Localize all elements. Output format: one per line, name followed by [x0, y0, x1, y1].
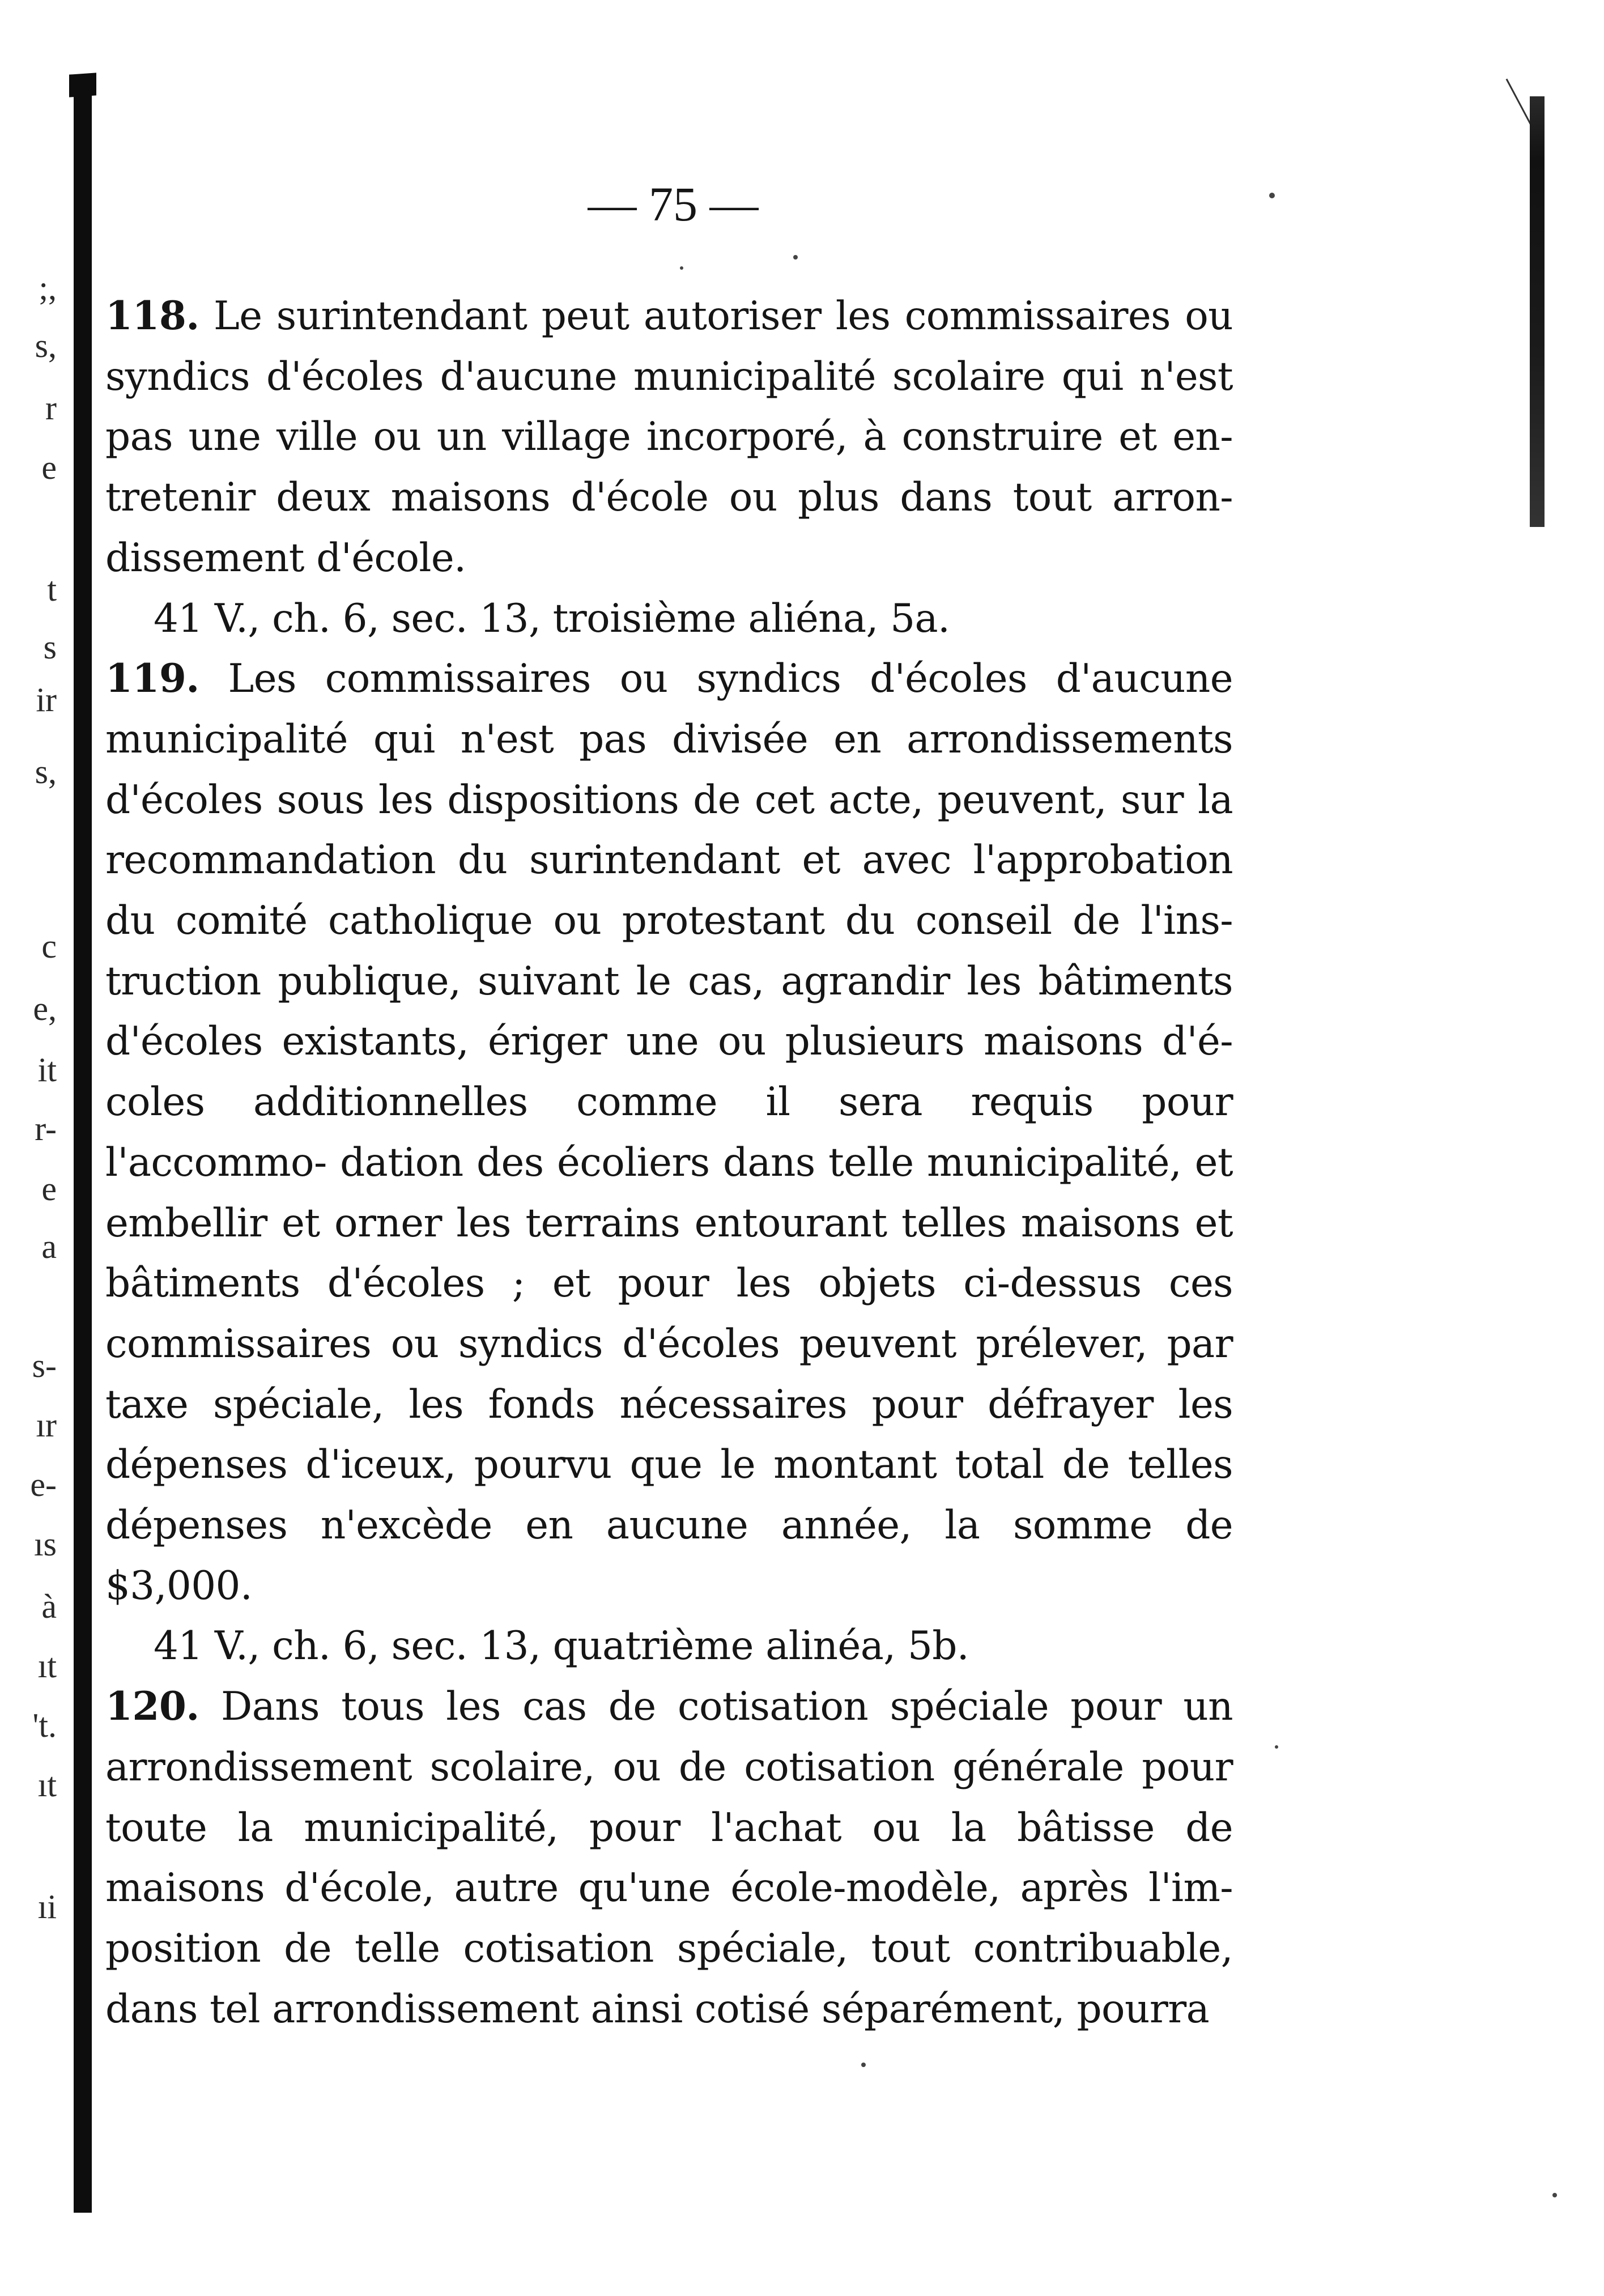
margin-fragment: e-	[30, 1466, 57, 1503]
statute-reference: 41 V., ch. 6, sec. 13, troisième aliéna, 5a.	[154, 596, 950, 641]
margin-fragment: s,	[35, 753, 57, 790]
text-line: d'écoles ; et pour les objets ci-dessus ces commissaires	[105, 1261, 1233, 1367]
text-line: municipalité qui n'est pas divisée en arrondissements	[105, 716, 1233, 762]
margin-fragment: s,	[35, 327, 57, 364]
scan-speck	[861, 2063, 866, 2067]
statute-reference: 41 V., ch. 6, sec. 13, quatrième alinéa, 5b.	[154, 1623, 969, 1669]
text-line: ou syndics d'écoles d'aucune municipalité scolaire qui n'est	[105, 294, 1233, 399]
margin-fragment: it	[37, 1051, 57, 1089]
binding-shadow	[74, 82, 92, 2213]
article-number: 119.	[105, 656, 199, 702]
scan-speck	[793, 255, 798, 260]
margin-fragment: 't.	[32, 1707, 57, 1744]
margin-fragment: e	[41, 1170, 57, 1207]
margin-fragment: e	[41, 449, 57, 486]
text-line: tretenir deux maisons d'école ou plus dans tout arron-	[105, 475, 1233, 521]
facing-page-edge	[1530, 96, 1545, 527]
scan-speck	[1552, 2193, 1557, 2197]
margin-fragment: ıi	[37, 1888, 57, 1925]
text-line: coles additionnelles comme il sera requis pour l'accommo-	[105, 1079, 1233, 1185]
text-line: ou syndics d'écoles peuvent prélever, par taxe spéciale,	[105, 1321, 1233, 1427]
text-line: Dans tous les cas de cotisation spéciale pour un	[220, 1684, 1233, 1730]
text-line: orner les terrains entourant telles maisons et bâtiments	[105, 1200, 1233, 1307]
text-line: d'écoles sous les dispositions de cet acte, peuvent, sur la	[105, 777, 1233, 823]
margin-fragment: t	[47, 571, 57, 608]
article-number: 118.	[105, 293, 199, 339]
text-line: d'écoles existants, ériger une ou plusieurs maisons d'é-	[105, 1019, 1233, 1065]
text-line: truction publique, suivant le cas, agrandir les bâtiments	[105, 958, 1233, 1004]
text-line: dation des écoliers dans telle municipalité, et embellir et	[105, 1140, 1233, 1246]
text-line: position de telle cotisation spéciale, tout contribuable,	[105, 1925, 1233, 1971]
text-line: dans tel arrondissement ainsi cotisé séparément, pourra	[105, 1986, 1210, 2032]
margin-fragment: ıt	[37, 1766, 57, 1804]
margin-fragment: e,	[33, 990, 57, 1027]
margin-fragment: s-	[32, 1347, 57, 1384]
text-line: pourvu que le montant total de telles dépenses n'excède	[105, 1442, 1233, 1549]
margin-fragment: à	[41, 1588, 57, 1625]
article-120	[105, 1677, 1233, 2039]
margin-fragment: ıs	[33, 1525, 57, 1563]
article-119	[105, 649, 1233, 1616]
margin-fragment: ıt	[37, 1647, 57, 1685]
text-line: pas une ville ou un village incorporé, à construire et en-	[105, 414, 1233, 460]
margin-fragment: r-	[35, 1110, 57, 1147]
margin-fragment: ir	[36, 681, 57, 718]
margin-fragment: a	[41, 1228, 57, 1265]
margin-fragment: ır	[36, 1406, 57, 1444]
article-number: 120.	[105, 1683, 199, 1730]
text-line: recommandation du surintendant et avec l'approbation	[105, 837, 1233, 883]
text-line: Les commissaires ou syndics d'écoles d'aucune	[228, 656, 1233, 702]
margin-fragment: ;,	[39, 269, 57, 307]
margin-fragment: c	[41, 928, 57, 965]
scan-speck	[1269, 193, 1275, 198]
text-line: Le surintendant peut autoriser les commissaires	[214, 294, 1171, 339]
text-line: dissement d'école.	[105, 535, 466, 581]
scan-speck	[680, 266, 683, 270]
article-text	[105, 286, 1233, 2039]
scan-speck	[1275, 1745, 1278, 1749]
text-line: maisons d'école, autre qu'une école-modèle, après l'im-	[105, 1865, 1233, 1911]
margin-fragment: r	[45, 389, 57, 427]
article-118	[105, 286, 1233, 589]
text-line: du comité catholique ou protestant du conseil de l'ins-	[105, 898, 1233, 944]
text-line: toute la municipalité, pour l'achat ou la bâtisse de	[105, 1805, 1233, 1851]
margin-fragment: s	[43, 628, 57, 666]
text-line: les fonds nécessaires pour défrayer les dépenses d'iceux,	[105, 1381, 1233, 1488]
page-number: — 75 —	[588, 177, 759, 231]
text-line: en aucune année, la somme de $3,000.	[105, 1503, 1233, 1609]
text-line: arrondissement scolaire, ou de cotisation générale pour	[105, 1744, 1233, 1790]
